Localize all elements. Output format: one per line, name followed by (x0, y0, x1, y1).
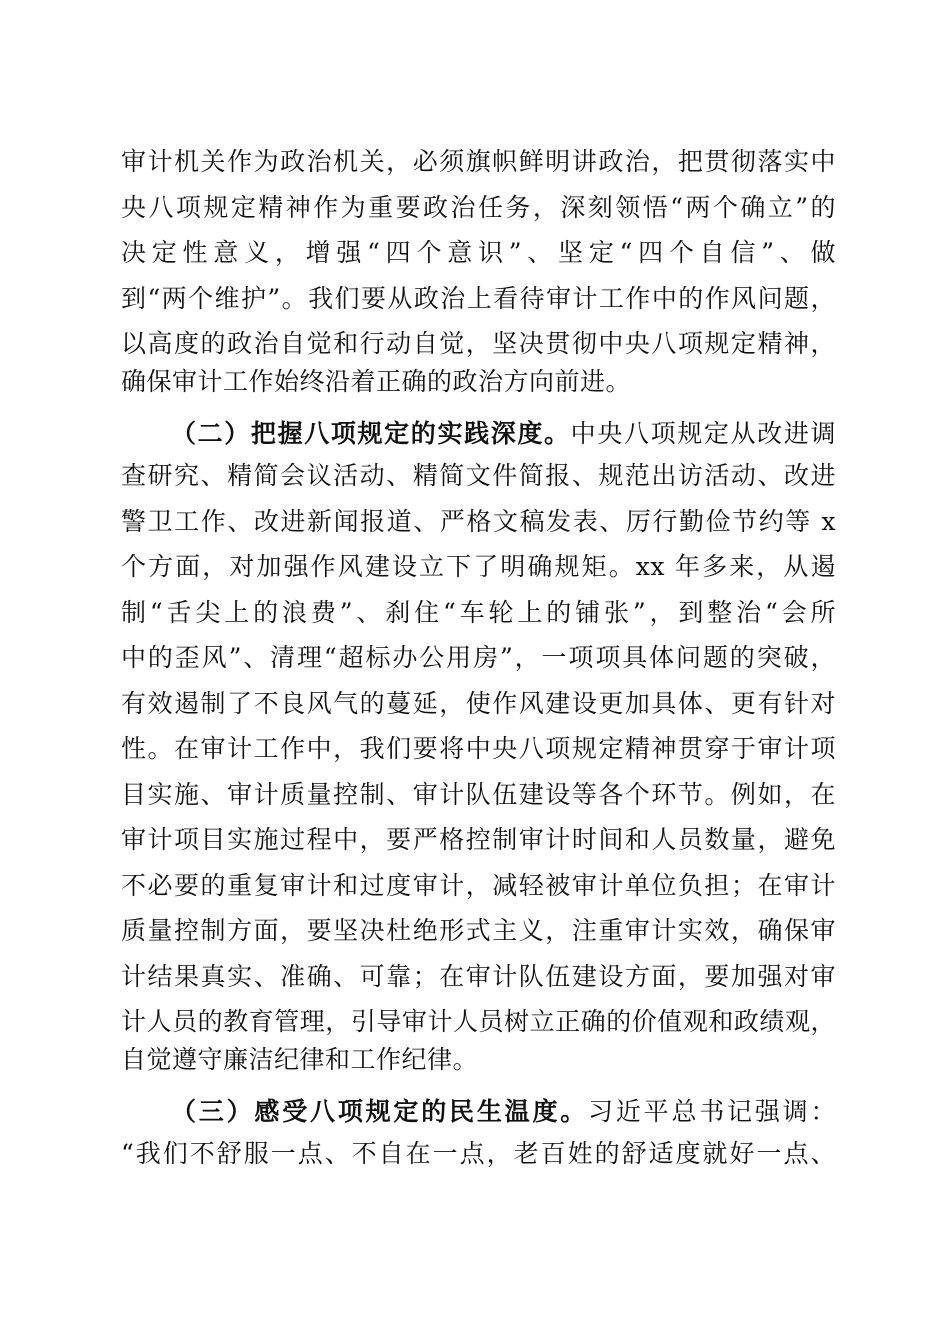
paragraph-1-line-5: 以高度的政治自觉和行动自觉，坚决贯彻中央八项规定精神， (121, 329, 836, 358)
paragraph-2-heading: （二）把握八项规定的实践深度。 (171, 419, 571, 448)
paragraph-1-line-3: 决定性意义，增强“四个意识”、坚定“四个自信”、做 (121, 238, 836, 267)
paragraph-2-first-line-text: 中央八项规定从改进调 (570, 419, 836, 448)
paragraph-2-line-8: 性。在审计工作中，我们要将中央八项规定精神贯穿于审计项 (121, 734, 836, 763)
paragraph-2-line-2: 查研究、精简会议活动、精简文件简报、规范出访活动、改进 (121, 461, 836, 490)
paragraph-1-line-4: 到“两个维护”。我们要从政治上看待审计工作中的作风问题， (121, 284, 836, 313)
paragraph-2-line-10: 审计项目实施过程中，要严格控制审计时间和人员数量，避免 (121, 825, 836, 854)
paragraph-1-line-1: 审计机关作为政治机关，必须旗帜鲜明讲政治，把贯彻落实中 (121, 147, 836, 176)
paragraph-2-line-3: 警卫工作、改进新闻报道、严格文稿发表、厉行勤俭节约等 x (121, 507, 836, 536)
paragraph-3-line-2: “我们不舒服一点、不自在一点，老百姓的舒适度就好一点、 (121, 1139, 836, 1168)
paragraph-2-line-6: 中的歪风”、清理“超标办公用房”，一项项具体问题的突破， (121, 643, 836, 672)
paragraph-2-line-4: 个方面，对加强作风建设立下了明确规矩。xx 年多来，从遏 (121, 552, 836, 581)
paragraph-2-line-13: 计结果真实、准确、可靠；在审计队伍建设方面，要加强对审 (121, 962, 836, 991)
paragraph-3-first-line-text: 习近平总书记强调： (588, 1097, 836, 1126)
paragraph-2-line-15: 自觉遵守廉洁纪律和工作纪律。 (121, 1045, 479, 1074)
paragraph-2-line-14: 计人员的教育管理，引导审计人员树立正确的价值观和政绩观， (121, 1007, 836, 1036)
paragraph-2-line-5: 制“舌尖上的浪费”、刹住“车轮上的铺张”，到整治“会所 (121, 598, 836, 627)
paragraph-3-line-1 (171, 1092, 836, 1132)
paragraph-2-line-12: 质量控制方面，要坚决杜绝形式主义，注重审计实效，确保审 (121, 916, 836, 945)
paragraph-2-line-1 (171, 414, 836, 454)
paragraph-3-heading: （三）感受八项规定的民生温度。 (171, 1097, 589, 1126)
paragraph-2-line-9: 目实施、审计质量控制、审计队伍建设等各个环节。例如，在 (121, 780, 836, 809)
paragraph-2-line-7: 有效遏制了不良风气的蔓延，使作风建设更加具体、更有针对 (121, 689, 836, 718)
paragraph-2-line-11: 不必要的重复审计和过度审计，减轻被审计单位负担；在审计 (121, 871, 836, 900)
paragraph-1-line-6: 确保审计工作始终沿着正确的政治方向前进。 (121, 367, 632, 396)
paragraph-1-line-2: 央八项规定精神作为重要政治任务，深刻领悟“两个确立”的 (121, 193, 836, 222)
